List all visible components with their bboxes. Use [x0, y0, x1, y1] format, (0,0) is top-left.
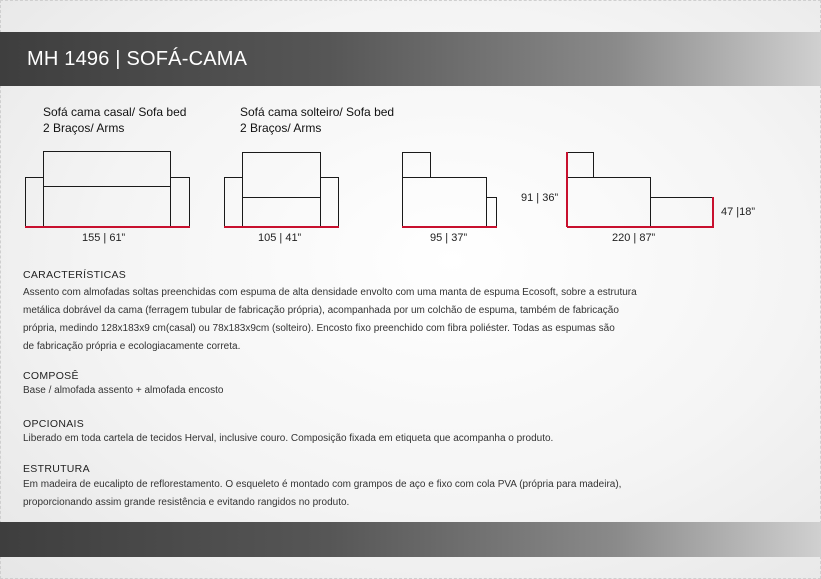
opcionais-body	[23, 430, 553, 448]
single-sofa-front-drawing	[225, 153, 339, 227]
single-width-dim: 105 | 41”	[258, 232, 302, 244]
open-bed-backrest	[568, 153, 594, 178]
footer-bar	[0, 522, 821, 557]
double-sofa-backrest	[44, 152, 171, 187]
caracteristicas-line: de fabricação própria e ecologiacamente correta.	[23, 341, 241, 352]
open-bed-seat	[568, 178, 651, 227]
estrutura-line: proporcionando assim grande resistência e evitando rangidos no produto.	[23, 497, 350, 508]
single-sofa-label-line1: Sofá cama solteiro/ Sofa bed	[240, 105, 395, 119]
caracteristicas-line: Assento com almofadas soltas preenchidas com espuma de alta densidade envolto com uma manta de espuma Ecosoft, sobre a estrutura	[23, 287, 637, 298]
double-sofa-label-line2: 2 Braços/ Arms	[43, 121, 125, 135]
open-length-dim: 220 | 87”	[612, 232, 656, 244]
section-title-opcionais: OPCIONAIS	[23, 418, 85, 430]
single-sofa-label-line2: 2 Braços/ Arms	[240, 121, 322, 135]
caracteristicas-line: metálica dobrável da cama (ferragem tubular de fabricação própria), acompanhada por um colchão de espuma, também de fabricação	[23, 305, 619, 316]
side-backrest	[403, 153, 431, 178]
single-sofa-backrest	[243, 153, 321, 198]
double-sofa-left-arm	[26, 178, 44, 227]
composicao-body	[23, 382, 223, 400]
composicao-line: Base / almofada assento + almofada encosto	[23, 385, 224, 396]
single-sofa-seat	[243, 198, 321, 227]
open-seat-dim: 47 |18”	[721, 206, 756, 218]
double-sofa-front-drawing	[26, 152, 190, 227]
side-seat	[403, 178, 487, 227]
caracteristicas-line: própria, medindo 128x183x9 cm(casal) ou 78x183x9cm (solteiro). Encosto fixo preenchido com fibra poliéster. Todas as espumas são	[23, 323, 615, 334]
single-sofa-left-arm	[225, 178, 243, 227]
side-depth-dim: 95 | 37”	[430, 232, 468, 244]
single-sofa-right-arm	[321, 178, 339, 227]
section-title-estrutura: ESTRUTURA	[23, 463, 90, 475]
open-bed-mattress	[651, 198, 714, 227]
open-bed-drawing	[568, 153, 714, 227]
caracteristicas-body	[23, 284, 637, 356]
double-sofa-label-line1: Sofá cama casal/ Sofa bed	[43, 105, 187, 119]
double-sofa-right-arm	[171, 178, 190, 227]
page-title: MH 1496 | SOFÁ-CAMA	[27, 48, 248, 70]
double-width-dim: 155 | 61”	[82, 232, 126, 244]
opcionais-line: Liberado em toda cartela de tecidos Herval, inclusive couro. Composição fixada em etiqueta que acompanha o produto.	[23, 433, 554, 444]
sofa-side-drawing	[403, 153, 497, 227]
open-height-dim: 91 | 36”	[521, 192, 559, 204]
side-arm	[487, 198, 497, 227]
section-title-caracteristicas: CARACTERÍSTICAS	[23, 269, 127, 281]
double-sofa-seat	[44, 187, 171, 227]
section-title-composicao: COMPOSÊ	[23, 370, 79, 382]
estrutura-line: Em madeira de eucalipto de reflorestamento. O esqueleto é montado com grampos de aço e fixo com cola PVA (própria para madeira),	[23, 479, 622, 490]
estrutura-body	[23, 476, 621, 512]
